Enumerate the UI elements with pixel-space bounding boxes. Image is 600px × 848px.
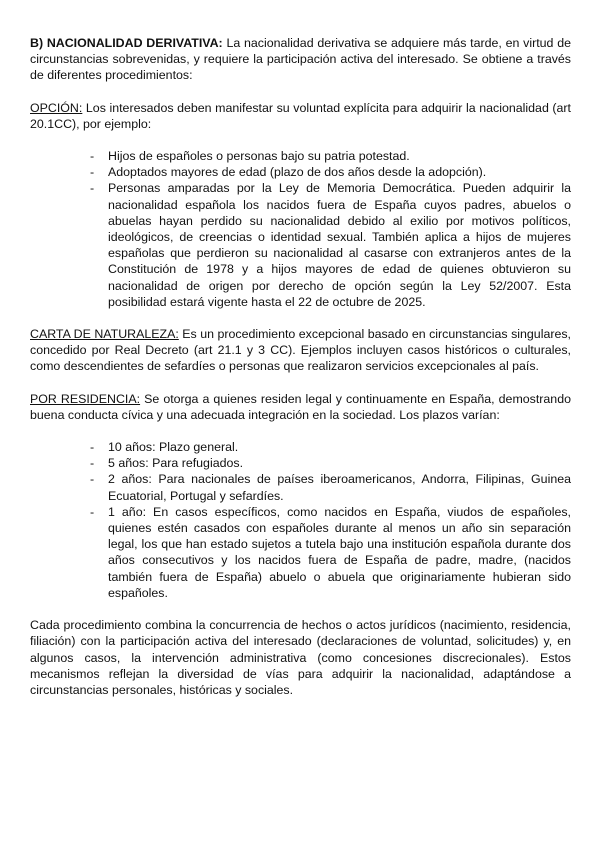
carta-label: CARTA DE NATURALEZA:: [30, 327, 179, 342]
residencia-label: POR RESIDENCIA:: [30, 391, 141, 406]
list-item: - Hijos de españoles o personas bajo su patria potestad.: [90, 149, 410, 164]
bullet-dash: -: [90, 472, 95, 487]
list-item: - 10 años: Plazo general.: [90, 440, 239, 455]
list-item: - Adoptados mayores de edad (plazo de dos años desde la adopción).: [90, 165, 487, 180]
derivativa-text: La nacionalidad derivativa se adquiere más tarde, en virtud de circunstancias sobrevenidas, y requiere la participación activa del interesado. Se obtiene a través de diferentes procedimientos:: [30, 36, 571, 83]
closing-paragraph: Cada procedimiento combina la concurrencia de hechos o actos jurídicos (nacimiento, residencia, filiación) con la participación activa del interesado (declaraciones de voluntad, solicitudes) y, en algunos casos, la intervención administrativa (como concesiones discrecionales). Estos mecanismos reflejan la diversidad de vías para adquirir la nacionalidad, adaptándose a circunstancias personales, históricas y sociales.: [30, 618, 571, 697]
carta-text: Es un procedimiento excepcional basado en circunstancias singulares, concedido por Real Decreto (art 21.1 y 3 CC). Ejemplos incluyen casos históricos o culturales, como descendientes de sefardíes o personas que realizaron servicios excepcionales al país.: [30, 327, 571, 374]
list-item: - 2 años: Para nacionales de países iberoamericanos, Andorra, Filipinas, Guinea Ecuatorial, Portugal y sefardíes.: [90, 472, 571, 503]
derivativa-paragraph: [30, 35, 571, 84]
opcion-paragraph: [30, 100, 571, 132]
bullet-dash: -: [90, 504, 95, 519]
list-item: - 1 año: En casos específicos, como nacidos en España, viudos de españoles, quienes estén casados con españoles durante al menos un año sin separación legal, los que han estado sujetos a tutela bajo una institución española durante dos años consecutivos y los nacidos fuera de España de padre, madre, (nacidos también fuera de España) abuelo o abuela que originariamente hubieran sido españoles.: [90, 504, 571, 600]
list-item: - 5 años: Para refugiados.: [90, 456, 244, 471]
residencia-paragraph: [30, 391, 571, 423]
list-item: - Personas amparadas por la Ley de Memoria Democrática. Pueden adquirir la nacionalidad española los nacidos fuera de España cuyos padres, abuelos o abuelas hayan perdido su nacionalidad debido al exilio por motivos políticos, ideológicos, de creencias o identidad sexual. También aplica a hijos de mujeres españolas que perdieron su nacionalidad al casarse con extranjeros antes de la Constitución de 1978 y a hijos mayores de edad de quienes obtuvieron su nacionalidad de origen por derecho de opción según la Ley 52/2007. Esta posibilidad estará vigente hasta el 22 de octubre de 2025.: [90, 181, 571, 309]
document-page: [30, 35, 571, 698]
bullet-dash: -: [90, 456, 95, 471]
opcion-list: [30, 148, 571, 310]
bullet-dash: -: [90, 181, 95, 196]
derivativa-heading: B) NACIONALIDAD DERIVATIVA:: [30, 36, 223, 50]
carta-paragraph: [30, 326, 571, 375]
opcion-text: Los interesados deben manifestar su voluntad explícita para adquirir la nacionalidad (art 20.1CC), por ejemplo:: [30, 100, 571, 131]
bullet-dash: -: [90, 149, 95, 164]
bullet-dash: -: [90, 165, 95, 180]
bullet-dash: -: [90, 440, 95, 455]
residencia-list: [30, 439, 571, 601]
residencia-text: Se otorga a quienes residen legal y continuamente en España, demostrando buena conducta cívica y una adecuada integración en la sociedad. Los plazos varían:: [30, 391, 571, 422]
opcion-label: OPCIÓN:: [30, 100, 83, 115]
